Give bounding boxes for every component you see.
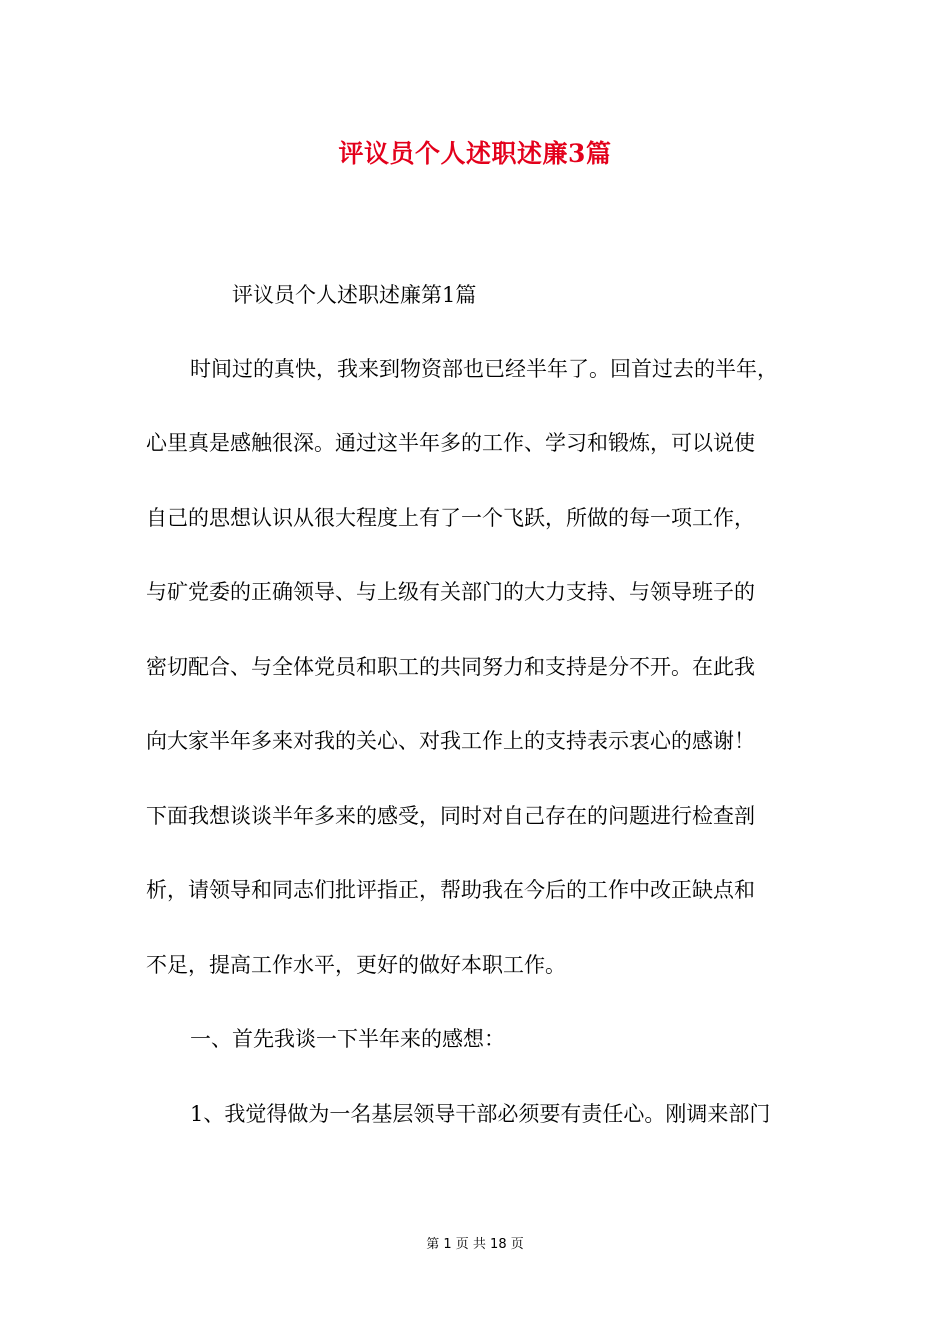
paragraph-line: 自己的思想认识从很大程度上有了一个飞跃，所做的每一项工作， <box>146 506 755 530</box>
paragraph-line: 与矿党委的正确领导、与上级有关部门的大力支持、与领导班子的 <box>146 580 755 604</box>
document-title: 评议员个人述职述廉3篇 <box>338 139 612 168</box>
paragraph-line: 心里真是感触很深。通过这半年多的工作、学习和锻炼，可以说使 <box>146 431 755 455</box>
section-heading: 评议员个人述职述廉第1篇 <box>232 283 477 307</box>
paragraph-line: 下面我想谈谈半年多来的感受，同时对自己存在的问题进行检查剖 <box>146 804 755 828</box>
numbered-heading: 一、首先我谈一下半年来的感想： <box>190 1027 505 1051</box>
paragraph-line: 时间过的真快，我来到物资部也已经半年了。回首过去的半年， <box>190 357 778 381</box>
paragraph-line: 1、我觉得做为一名基层领导干部必须要有责任心。刚调来部门 <box>190 1102 771 1126</box>
paragraph-line: 密切配合、与全体党员和职工的共同努力和支持是分不开。在此我 <box>146 655 755 679</box>
paragraph-line: 不足，提高工作水平，更好的做好本职工作。 <box>146 953 566 977</box>
paragraph-line: 向大家半年多来对我的关心、对我工作上的支持表示衷心的感谢！ <box>146 729 755 753</box>
page-footer: 第 1 页 共 18 页 <box>426 1237 524 1252</box>
paragraph-line: 析，请领导和同志们批评指正，帮助我在今后的工作中改正缺点和 <box>146 878 755 902</box>
